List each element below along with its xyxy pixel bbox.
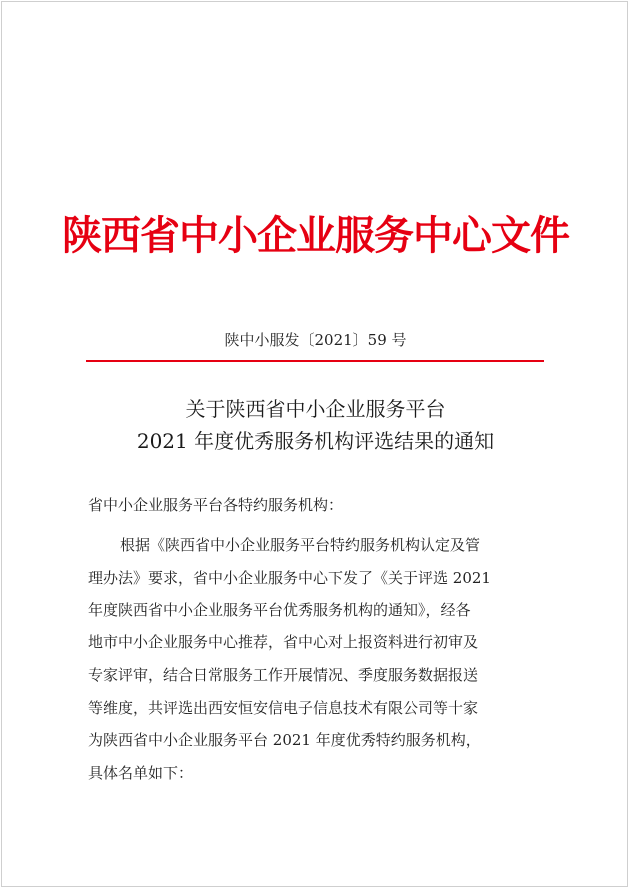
body-text-line: 地市中小企业服务中心推荐，省中心对上报资料进行初审及 [88,633,479,651]
document-title-line-1: 关于陕西省中小企业服务平台 [185,397,446,421]
body-text-line: 年度陕西省中小企业服务平台优秀服务机构的通知》，经各 [88,601,471,619]
issuer-header: 陕西省中小企业服务中心文件 [62,212,569,259]
red-divider-line [86,360,544,362]
body-text-line: 具体名单如下： [88,764,194,782]
document-title-line-2: 2021 年度优秀服务机构评选结果的通知 [136,429,495,453]
salutation: 省中小企业服务平台各特约服务机构： [88,496,344,514]
body-text-line: 等维度，共评选出西安恒安信电子信息技术有限公司等十家 [88,699,479,717]
body-text-line: 理办法》要求，省中小企业服务中心下发了《关于评选 2021 [88,569,491,587]
document-number: 陕中小服发〔2021〕59 号 [224,331,407,349]
body-text-line: 专家评审，结合日常服务工作开展情况、季度服务数据报送 [88,666,479,684]
body-text-line: 为陕西省中小企业服务平台 2021 年度优秀特约服务机构， [88,731,481,749]
body-text-line: 根据《陕西省中小企业服务平台特约服务机构认定及管 [120,536,481,554]
